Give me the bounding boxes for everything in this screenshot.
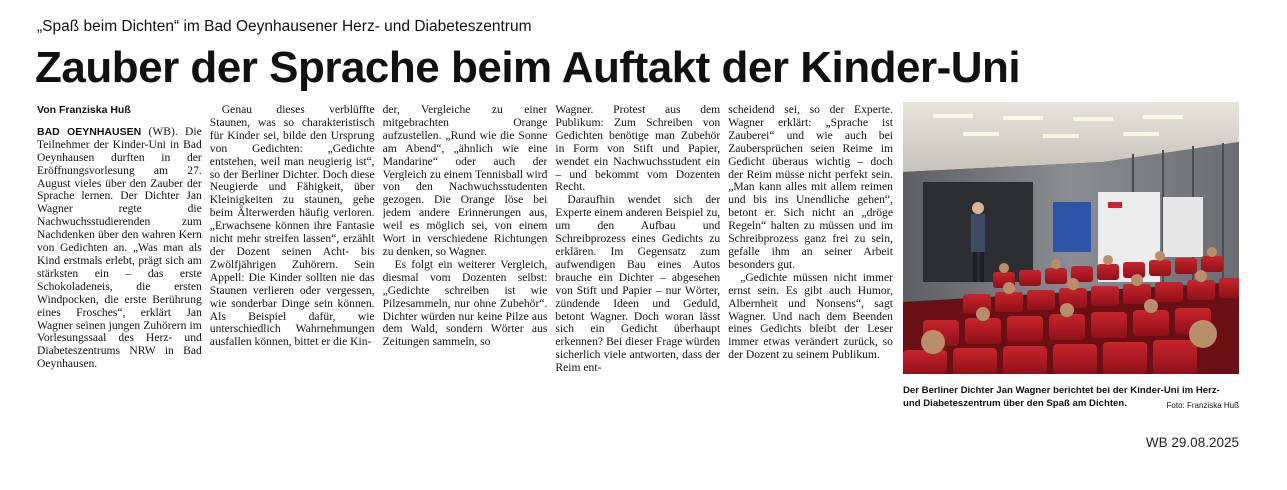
- article-body: [37, 104, 893, 414]
- headline: Zauber der Sprache beim Auftakt der Kinder-Uni: [35, 43, 1021, 92]
- paragraph: „Gedichte müssen nicht immer ernst sein. Es gibt auch Humor, Albernheit und Nonsens“, sagt Wagner. Und nach dem Beenden eines Gedichts bleibt der Leser immer etwas verändert zurück, so der Dozent zu seinem Publikum.: [728, 270, 893, 362]
- column-5: [728, 104, 893, 414]
- column-4: [555, 104, 720, 414]
- paragraph: Es folgt ein weiterer Vergleich, diesmal vom Dozenten selbst: „Gedichte schreiben ist wie Pilzesammeln, nur ohne Zubehör“. Dichter würden nur keine Pilze aus dem Wald, sondern Wörter aus Zeitungen sammeln, so: [382, 257, 548, 349]
- paragraph: Genau dieses verblüffte Staunen, was so charakteristisch für Kinder sei, bilde den Ursprung von Gedichten: „Gedichte entstehen, weil man neugierig ist“, so der Berliner Dichter. Doch diese Neugierde und Fähigkeit, über Kleinigkeiten zu staunen, gehe beim Älterwerden häufig verloren. „Erwachsene können ihre Fantasie nicht mehr streifen lassen“, erzählt der Dozent seinen Acht- bis Zwölfjährigen Zuhörern. Sein Appell: Die Kinder sollten nie das Staunen verlieren oder vergessen, wie sonderbar Dinge sein können. Als Beispiel dafür, wie unterschiedlich Wahrnehmungen ausfallen können, bittet er die Kin-: [209, 104, 375, 349]
- paragraph: Daraufhin wendet sich der Experte einem anderen Beispiel zu, um den Aufbau und Schreibprozess eines Gedichts zu erklären. Im Gegensatz zum aufwendigen Bau eines Autos brauche ein Dichter – abgesehen von Stift und Papier – nur Wörter, zündende Ideen und Geduld, betont Wagner. Doch woran lässt sich ein Gedicht überhaupt erkennen? Bei dieser Frage würden sicherlich viele antworten, dass der Reim ent-: [555, 193, 721, 375]
- paragraph: BAD OEYNHAUSEN (WB). Die Teilnehmer der Kinder-Uni in Bad Oeynhausen durften in der Eröffnungsvorlesung am 27. August vieles über den Zauber der Sprache lernen. Der Dichter Jan Wagner regte die Nachwuchsstudierenden zum Nachdenken über den wahren Kern von Gedichten an. „Was man als Kind erstmals erlebt, prägt sich am stärksten ein – das erste Schokoladeneis, die ersten Windpocken, die erste Berührung eines Frosches“, erklärt Jan Wagner seinen jungen Zuhörern im Vorlesungssaal des Herz- und Diabeteszentrums NRW in Bad Oeynhausen.: [37, 124, 202, 371]
- column-2: [210, 104, 375, 414]
- paragraph: der, Vergleiche zu einer mitgebrachten Orange aufzustellen. „Rund wie die Sonne am Abend“, „ähnlich wie eine Mandarine“ oder auch der Vergleich zu einem Tennisball wird von den Nachwuchsstudenten gezogen. Die Orange löse bei jedem andere Erinnerungen aus, weil es möglich sei, von einem Wort in verschiedene Richtungen zu denken, so Wagner.: [382, 104, 548, 258]
- issue-date-stamp: WB 29.08.2025: [1145, 435, 1239, 450]
- lecture-hall-photo: [903, 102, 1239, 374]
- caption-text: Der Berliner Dichter Jan Wagner berichtet bei der Kinder-Uni im Herz- und Diabeteszentrum über den Spaß am Dichten.: [903, 385, 1220, 409]
- paragraph: scheidend sei, so der Experte. Wagner erklärt: „Sprache ist Zauberei“ und wie auch bei Zaubersprüchen seien Reime im Gedicht überaus wichtig – doch der Reim müsse nicht perfekt sein. „Man kann alles mit allem reimen und bis ins Unendliche gehen“, betont er. Sich nicht an „dröge Regeln“ halten zu müssen und im Schreibprozess ganz frei zu sein, gefalle ihm an seiner Arbeit besonders gut.: [728, 104, 893, 271]
- paragraph: Wagner. Protest aus dem Publikum: Zum Schreiben von Gedichten benötige man Zubehör in Form von Stift und Papier, wendet ein Nachwuchsstudent ein – und bekommt vom Dozenten Recht.: [555, 104, 721, 194]
- byline: Von Franziska Huß: [37, 104, 131, 116]
- photo-credit: Foto: Franziska Huß: [1166, 401, 1239, 410]
- dateline: BAD OEYNHAUSEN: [37, 125, 142, 138]
- photo-caption: [903, 384, 1239, 412]
- column-1: [37, 104, 202, 414]
- column-3: [383, 104, 548, 414]
- kicker: „Spaß beim Dichten“ im Bad Oeynhausener Herz- und Diabeteszentrum: [37, 18, 532, 35]
